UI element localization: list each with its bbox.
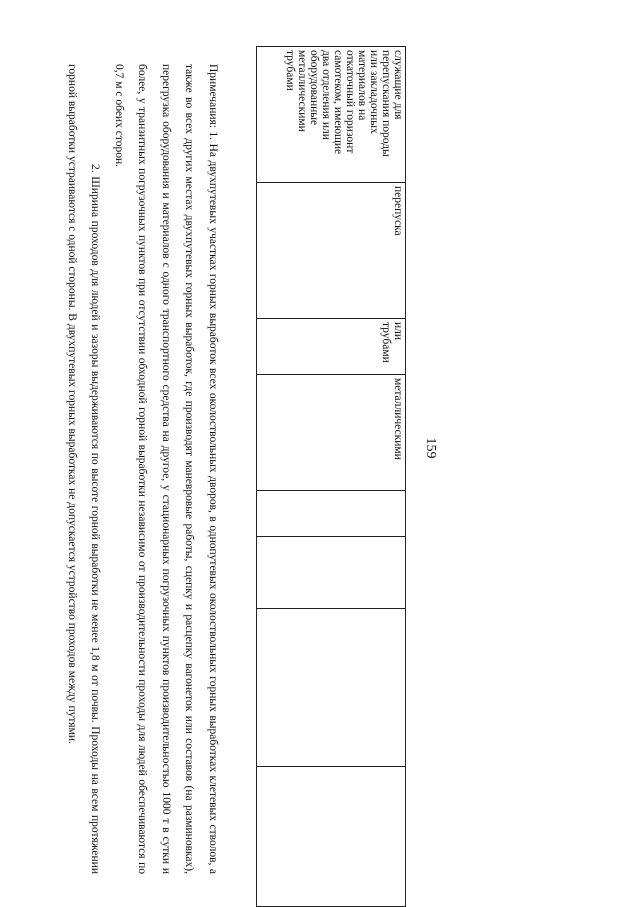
table-row (257, 47, 406, 907)
table-cell (257, 491, 406, 537)
table-cell (257, 609, 406, 767)
note-paragraph-2: 2. Ширина проходов для людей и зазоры выдерживаются по высоте горной выработки не менее 1,8 м от почвы. Проходы на всем протяжении горной выработки устраиваются с одной стороны. В двухпутевых горных выработках не допускается устройство проходов между путями. (66, 64, 102, 874)
table-cell (257, 47, 406, 183)
rotated-content (0, 46, 406, 906)
table-cell (257, 183, 406, 319)
requirements-table (256, 46, 406, 907)
table-cell-text: перепуска (392, 186, 404, 236)
table-cell (257, 375, 406, 491)
page-number: 159 (423, 437, 438, 459)
notes-block (60, 64, 225, 874)
note-paragraph-1: Примечания: 1. На двухпутевых участках горных выработок всех околоствольных дворов, в однопутевых околоствольных горных выработках клетевых стволов, а также во всех других местах двухпутевых горных выработок, где производят маневровые работы, сцепку и расцепку вагонеток или составов (на разминовках), перегрузка оборудования и материалов с одного транспортного средства на другое, у стационарных погрузочных пунктов производительностью 1000 т в сутки и более, у транзитных погрузочных пунктов при отсутствии обходной горной выработки независимо от производительности проходы для людей обеспечиваются по 0,7 м с обеих сторон. (113, 64, 219, 874)
table-cell-text: или трубами (380, 322, 404, 363)
table-cell-description: служащие для перепускания породы или закладочных материалов на откаточный горизонт самотеком, имеющие два отделения или оборудованные металлическими трубами (284, 50, 404, 157)
table-cell (257, 537, 406, 609)
table-cell (257, 767, 406, 907)
table-cell-text: металлическими (392, 378, 404, 460)
table-cell (257, 319, 406, 375)
